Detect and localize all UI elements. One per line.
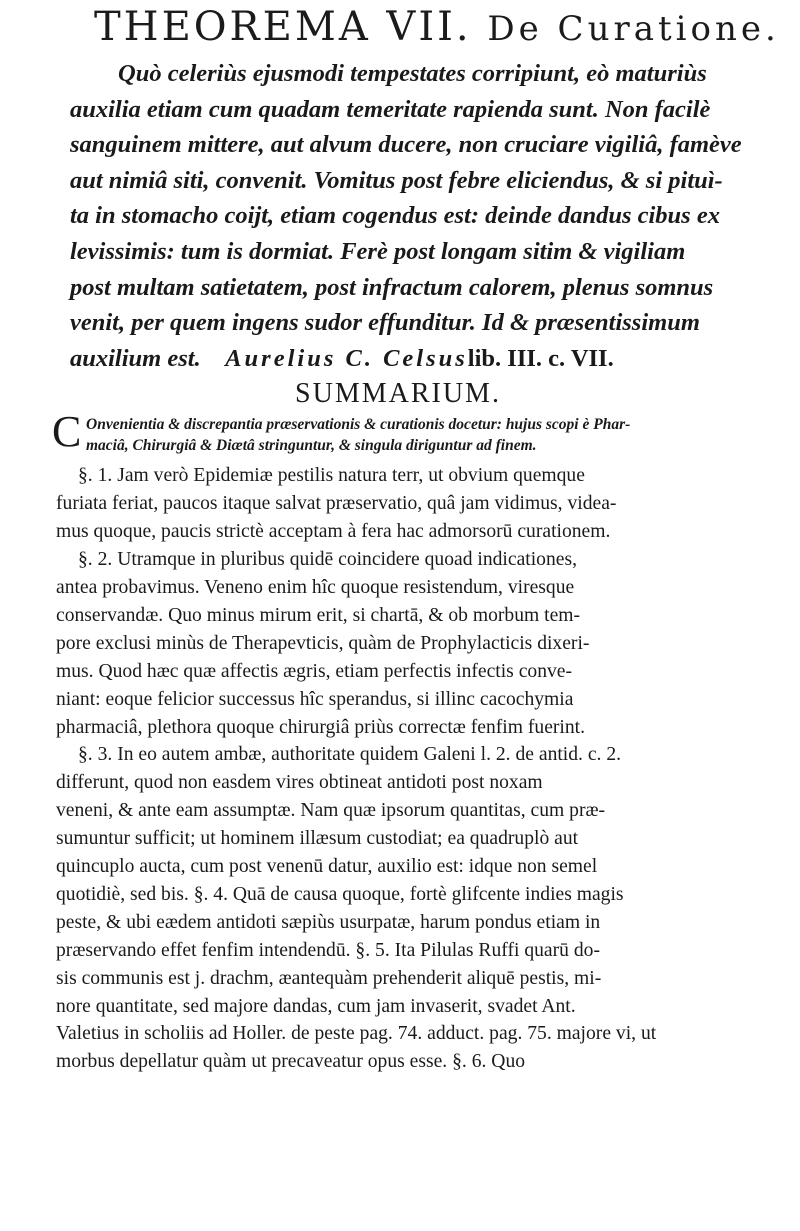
body-line: §. 3. In eo autem ambæ, authoritate quidem Galeni l. 2. de antid. c. 2. [78,744,622,766]
theorem-line: Quò celeriùs ejusmodi tempestates corripiunt, eò maturiùs [118,60,707,87]
body-line: pharmaciâ, plethora quoque chirurgiâ priùs correctæ fenfim fuerint. [56,716,586,738]
theorem-line: sanguinem mittere, aut alvum ducere, non cruciare vigiliâ, famève [70,131,742,159]
body-line: quincuplo aucta, cum post venenū datur, auxilio est: idque non semel [56,856,598,878]
theorem-line: aut nimiâ siti, convenit. Vomitus post febre eliciendus, & si pituì- [70,166,723,194]
header-subtitle: De Curatione. [487,9,780,49]
summary-line: maciâ, Chirurgiâ & Diætâ stringuntur, & singula diriguntur ad finem. [86,437,537,455]
body-line: niant: eoque felicior successus hîc sperandus, si illinc cacochymia [56,688,574,710]
theorem-line: ta in stomacho coijt, etiam cogendus est: deinde dandus cibus ex [70,202,720,230]
body-line: antea probavimus. Veneno enim hîc quoque resistendum, viresque [56,576,575,598]
theorem-line: levissimis: tum is dormiat. Ferè post longam sitim & vigiliam [70,237,686,265]
summary-block [52,407,756,457]
page-header [94,4,780,50]
drop-cap: C [52,407,82,457]
theorem-text [40,56,756,376]
summary-heading: SUMMARIUM. [295,378,501,410]
body-line: quotidiè, sed bis. §. 4. Quā de causa quoque, fortè glifcente indies magis [56,883,624,905]
body-text [40,462,756,1076]
body-line: præservando effet fenfim intendendū. §. 5. Ita Pilulas Ruffi quarū do- [56,939,600,961]
body-line: conservandæ. Quo minus mirum erit, si chartā, & ob morbum tem- [56,604,581,626]
body-line: nore quantitate, sed majore dandas, cum jam invaserit, svadet Ant. [56,995,576,1017]
body-line: sumuntur sufficit; ut hominem illæsum custodiat; ea quadruplò aut [56,828,579,850]
body-line: Valetius in scholiis ad Holler. de peste pag. 74. adduct. pag. 75. majore vi, ut [56,1023,657,1045]
theorem-line-text: auxilium est. [70,344,201,372]
summary-line: Onvenientia & discrepantia præservationis & curationis docetur: hujus scopi è Phar- [86,416,631,434]
header-title: THEOREMA VII. [94,4,472,50]
citation-author: Aurelius C. Celsus [225,344,468,372]
theorem-line: venit, per quem ingens sudor effunditur. Id & præsentissimum [70,309,700,337]
body-line: morbus depellatur quàm ut precaveatur opus esse. §. 6. Quo [56,1051,526,1073]
citation-ref: lib. III. c. VII. [467,344,614,372]
body-line: differunt, quod non easdem vires obtineat antidoti post noxam [56,772,543,794]
body-line: mus quoque, paucis strictè acceptam à fera hac admorsorū curationem. [56,521,611,543]
body-line: sis communis est j. drachm, æantequàm prehenderit aliquē pestis, mi- [56,967,602,989]
theorem-line: auxilia etiam cum quadam temeritate rapienda sunt. Non facilè [70,95,711,123]
theorem-line: post multam satietatem, post infractum calorem, plenus somnus [70,273,714,301]
body-line: §. 1. Jam verò Epidemiæ pestilis natura terr, ut obvium quemque [78,465,585,487]
body-line: mus. Quod hæc quæ affectis ægris, etiam perfectis infectis conve- [56,660,573,682]
body-line: veneni, & ante eam assumptæ. Nam quæ ipsorum quantitas, cum præ- [56,800,606,822]
body-line: peste, & ubi eædem antidoti sæpiùs usurpatæ, harum pondus etiam in [56,911,601,933]
body-line: pore exclusi minùs de Therapevticis, quàm de Prophylacticis dixeri- [56,632,590,654]
body-line: §. 2. Utramque in pluribus quidē coincidere quoad indicationes, [78,549,577,571]
theorem-line [70,341,756,377]
body-line: furiata feriat, paucos itaque salvat præservatio, quâ jam vidimus, videa- [56,493,617,515]
